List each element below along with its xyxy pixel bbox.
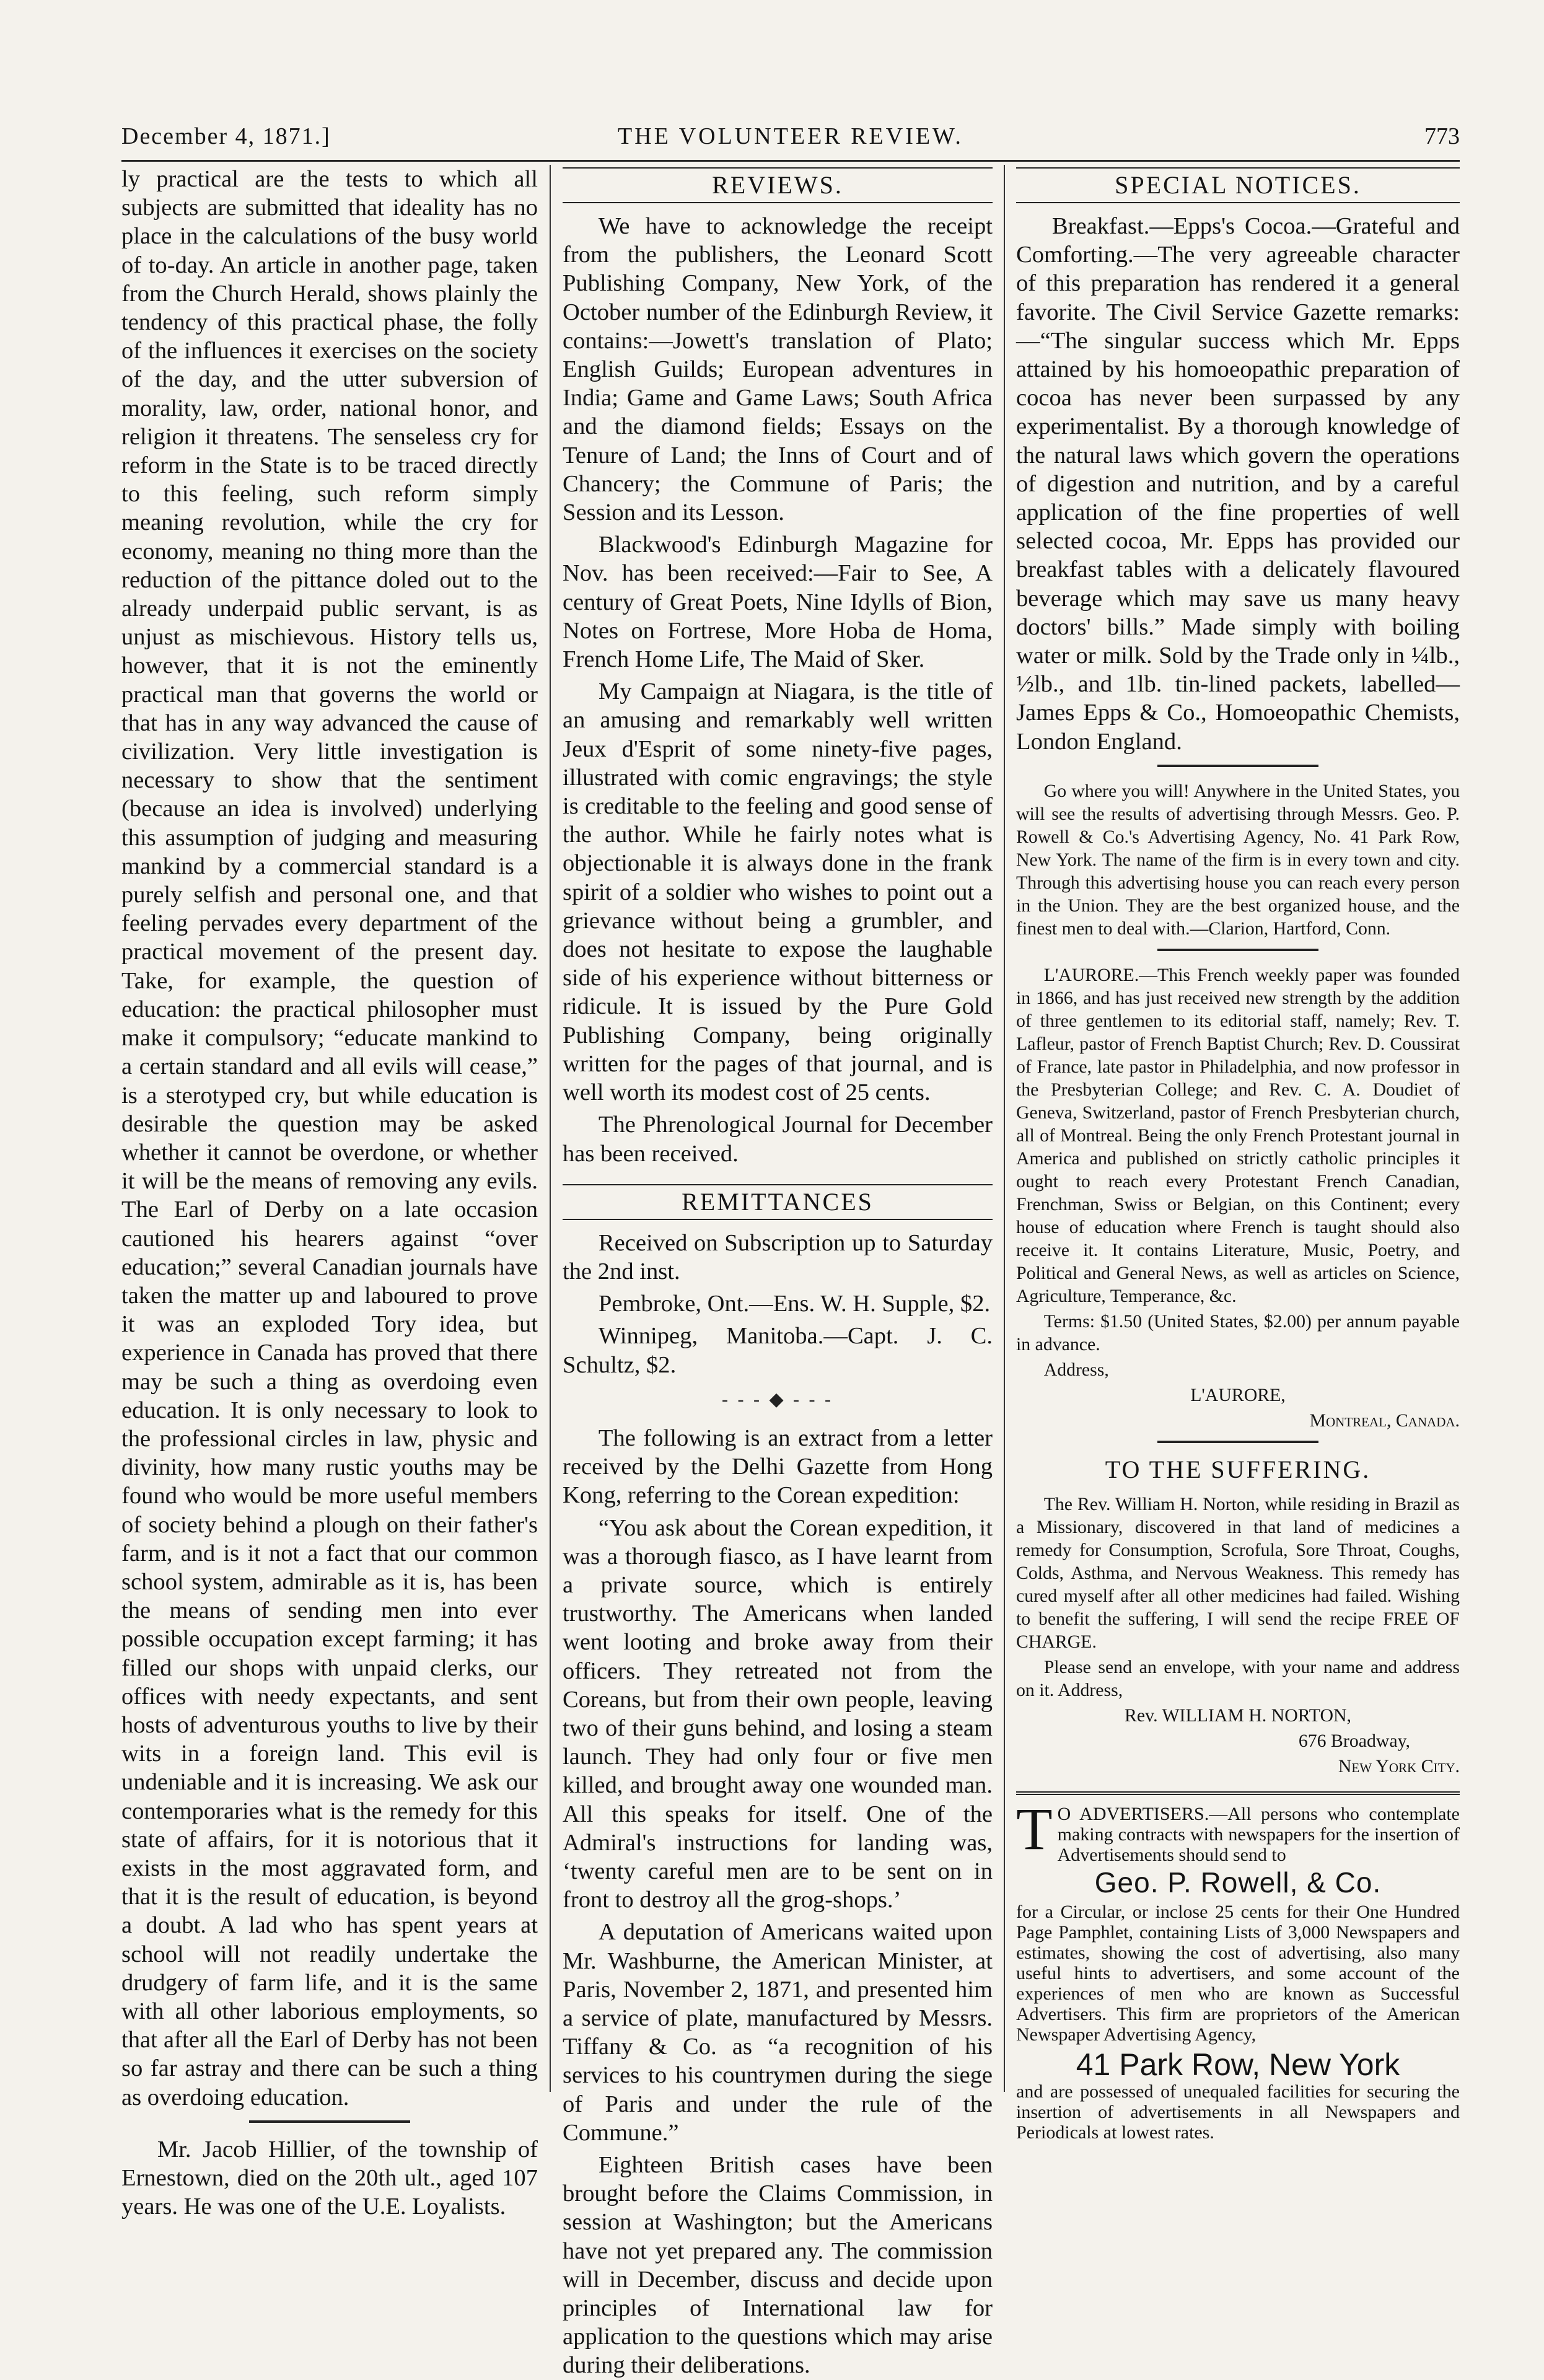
issue-date: December 4, 1871.] xyxy=(121,123,331,149)
header-rule xyxy=(121,160,1460,162)
column-rule-1 xyxy=(550,165,551,2092)
rowell-firm-name: Geo. P. Rowell, & Co. xyxy=(1094,1866,1382,1899)
page-number: 773 xyxy=(1424,123,1460,149)
suffering-address-line: Please send an envelope, with your name and address on it. Address, xyxy=(1016,1656,1460,1700)
remittances-heading: REMITTANCES xyxy=(563,1184,993,1220)
section-divider xyxy=(249,2120,410,2123)
remittance-item: Winnipeg, Manitoba.—Capt. J. C. Schultz, $2. xyxy=(563,1323,993,1378)
rowell-advertisement xyxy=(1016,1795,1460,2143)
corean-intro: The following is an extract from a letter received by the Delhi Gazette from Hong Kong, referring to the Corean expedition: xyxy=(563,1425,993,1509)
aurore-address-label: Address, xyxy=(1043,1359,1109,1380)
obituary-notice: Mr. Jacob Hillier, of the township of Ernestown, died on the 20th ult., aged 107 years. He was one of the U.E. Loyalists. xyxy=(121,2136,538,2220)
section-divider xyxy=(1157,949,1318,951)
advertisers-intro: O ADVERTISERS.—All persons who contemplate making contracts with newspapers for the insertion of Advertisements should send to xyxy=(1057,1803,1460,1865)
rowell-address: 41 Park Row, New York xyxy=(1076,2047,1400,2082)
running-head xyxy=(121,119,1460,156)
special-notices-heading: SPECIAL NOTICES. xyxy=(1016,167,1460,203)
dash-divider: - - - ◆ - - - xyxy=(721,1389,833,1410)
corean-quote: “You ask about the Corean expedition, it was a thorough fiasco, as I have learnt from a private source, which is entirely trustworthy. The Americans when landed went looting and broke away from their officers. They retreated not from the Coreans, but from their own people, leaving two of their guns behind, and losing a steam launch. They had only four or five men killed, and brought away one wounded man. All this speaks for itself. One of the Admiral's instructions for landing was, ‘twenty careful men are to be sent on in front to destroy all the grog-shops.’ xyxy=(563,1514,993,1913)
column-editorial xyxy=(121,165,538,2220)
section-divider xyxy=(1157,1441,1318,1443)
remittances-intro: Received on Subscription up to Saturday the 2nd inst. xyxy=(563,1229,993,1284)
epps-cocoa-notice: Breakfast.—Epps's Cocoa.—Grateful and Comforting.—The very agreeable character of this preparation has rendered it a general favorite. The Civil Service Gazette remarks:—“The singular success which Mr. Epps attained by his homoeopathic preparation of cocoa has never been surpassed by any experimentalist. By a thorough knowledge of the natural laws which govern the operations of digestion and nutrition, and by a careful application of the fine properties of well selected cocoa, Mr. Epps has provided our breakfast tables with a delicately flavoured beverage which may save us many heavy doctors' bills.” Made simply with boiling water or milk. Sold by the Trade only in ¼lb., ½lb., and 1lb. tin-lined packets, labelled—James Epps & Co., Homoeopathic Chemists, London England. xyxy=(1016,213,1460,755)
review-edinburgh: We have to acknowledge the receipt from the publishers, the Leonard Scott Publishing Company, New York, of the October number of the Edinburgh Review, it contains:—Jowett's translation of Plato; English Guilds; European adventures in India; Game and Game Laws; South Africa and the diamond fields; Essays on the Tenure of Land; the Inns of Court and of Chancery; the Commune of Paris; the Session and its Lesson. xyxy=(563,213,993,526)
reviews-heading: REVIEWS. xyxy=(563,167,993,203)
norton-city: New York City. xyxy=(1338,1755,1460,1776)
review-phrenological: The Phrenological Journal for December has been received. xyxy=(563,1112,993,1167)
review-niagara: My Campaign at Niagara, is the title of an amusing and remarkably well written Jeux d'Esprit of some ninety-five pages, illustrated with comic engravings; the style is creditable to the feeling and good sense of the author. While he fairly notes what is objectionable it is always done in the frank spirit of a soldier who wishes to point out a grievance without being a grumbler, and does not hesitate to expose the laughable side of his experience without bitterness or ridicule. It is issued by the Pure Gold Publishing Company, being originally written for the pages of that journal, and is well worth its modest cost of 25 cents. xyxy=(563,678,993,1106)
section-divider xyxy=(1157,765,1318,767)
aurore-notice: L'AURORE.—This French weekly paper was founded in 1866, and has just received new strength by the addition of three gentlemen to its editorial staff, namely; Rev. T. Lafleur, pastor of French Baptist Church; Rev. D. Coussirat of France, late pastor in Philadelphia, and now professor in the Presbyterian College; and Rev. C. A. Doudiet of Geneva, Switzerland, pastor of French Presbyterian church, all of Montreal. Being the only French Protestant journal in America and published on strictly catholic principles it ought to reach every Protestant French Canadian, Frenchman, Swiss or Belgian, on this Continent; every house of education where French is taught should also receive it. It contains Literature, Music, Poetry, and Political and General News, as well as articles on Science, Agriculture, Temperance, &c. xyxy=(1016,964,1460,1306)
suffering-body: The Rev. William H. Norton, while residing in Brazil as a Missionary, discovered in that land of medicines a remedy for Consumption, Scrofula, Sore Throat, Coughs, Colds, Asthma, and Nervous Weakness. This remedy has cured myself after all other medicines had failed. Wishing to benefit the suffering, I will send the recipe FREE OF CHARGE. xyxy=(1016,1493,1460,1652)
column-reviews xyxy=(563,165,993,2379)
dropcap-letter: T xyxy=(1016,1795,1053,1862)
aurore-city: Montreal, Canada. xyxy=(1309,1410,1460,1431)
norton-name: Rev. WILLIAM H. NORTON, xyxy=(1125,1705,1351,1726)
norton-street: 676 Broadway, xyxy=(1298,1730,1410,1751)
washburne-item: A deputation of Americans waited upon Mr. Washburne, the American Minister, at Paris, November 2, 1871, and presented him a service of plate, manufactured by Messrs. Tiffany & Co. as “a recognition of his services to his countrymen during the siege of Paris and under the rule of the Commune.” xyxy=(563,1919,993,2146)
column-notices xyxy=(1016,165,1460,2143)
remittance-item: Pembroke, Ont.—Ens. W. H. Supple, $2. xyxy=(598,1291,991,1317)
aurore-name: L'AURORE, xyxy=(1190,1384,1286,1405)
rowell-body: for a Circular, or inclose 25 cents for their One Hundred Page Pamphlet, containing Lists of 3,000 Newspapers and estimates, showing the cost of advertising, also many useful hints to advertisers, and some account of the experiences of men who are known as Successful Advertisers. This firm are proprietors of the American Newspaper Advertising Agency, xyxy=(1016,1901,1460,2045)
column-rule-2 xyxy=(1004,165,1005,2092)
suffering-heading: TO THE SUFFERING. xyxy=(1105,1455,1371,1483)
newspaper-title: THE VOLUNTEER REVIEW. xyxy=(618,123,963,149)
review-blackwood: Blackwood's Edinburgh Magazine for Nov. has been received:—Fair to See, A century of Great Poets, Nine Idylls of Bion, Notes on Fortrese, More Hoba de Homa, French Home Life, The Maid of Sker. xyxy=(563,532,993,673)
rowell-tail: and are possessed of unequaled facilities for securing the insertion of advertisements in all Newspapers and Periodicals at lowest rates. xyxy=(1016,2081,1460,2143)
small-notices xyxy=(1016,779,1460,1432)
editorial-paragraph: ly practical are the tests to which all subjects are submitted that ideality has no place in the calculations of the busy world of to-day. An article in another page, taken from the Church Herald, shows plainly the tendency of this practical phase, the folly of the influences it exercises on the society of the day, and the utter subversion of morality, law, order, national honor, and religion it threatens. The senseless cry for reform in the State is to be traced directly to this feeling, such reform simply meaning revolution, while the cry for economy, meaning no thing more than the reduction of the pittance doled out to the already underpaid public servant, is as unjust as mischievous. History tells us, however, that it is not the eminently practical man that governs the world or that has in any way advanced the cause of civilization. Very little investigation is necessary to show that the sentiment (because an idea is involved) underlying this assumption of judging and measuring mankind by a commercial standard is a purely selfish and personal one, and that feeling pervades every department of the practical movement of the present day. Take, for example, the question of education: the practical philosopher must make it compulsory; “educate mankind to a certain standard and all evils will cease,” is a sterotyped cry, but while education is desirable the question may be asked whether it cannot be overdone, or whether it will be the means of removing any evils. The Earl of Derby on a late occasion cautioned his hearers against “over education;” several Canadian journals have taken the matter up and laboured to prove it was an exploded Tory idea, but experience in Canada has proved that there may be such a thing as overdoing even education. It is only necessary to look to the professional circles in law, physic and divinity, how many rustic youths may be found who would be more useful members of society behind a plough on their father's farm, and is it not a fact that our common school system, admirable as it is, has been the means of sending men into ever possible occupation except farming; it has filled our shops with unpaid clerks, our offices with needy expectants, and sent hosts of adventurous youths to live by their wits in a foreign land. This evil is undeniable and it is increasing. We ask our contemporaries what is the remedy for this state of affairs, for it is notorious that it exists in the most aggravated form, and that it is the result of education, is beyond a doubt. A lad who has spent years at school will not readily undertake the drudgery of farm life, and it is the same with all other laborious employments, so that after all the Earl of Derby has not been so far astray and there can be such a thing as overdoing education. xyxy=(121,166,538,2110)
suffering-ad xyxy=(1016,1493,1460,1778)
claims-item: Eighteen British cases have been brought before the Claims Commission, in session at Washington; but the Americans have not yet prepared any. The commission will in December, discuss and decide upon principles of International law for application to the questions which may arise during their deliberations. xyxy=(563,2152,993,2379)
aurore-terms: Terms: $1.50 (United States, $2.00) per annum payable in advance. xyxy=(1016,1311,1460,1355)
advert-divider xyxy=(1016,1791,1460,1795)
rowell-agency-notice: Go where you will! Anywhere in the United States, you will see the results of advertising through Messrs. Geo. P. Rowell & Co.'s Advertising Agency, No. 41 Park Row, New York. The name of the firm is in every town and city. Through this advertising house you can reach every person in the Union. They are the best organized house, and the finest men to deal with.—Clarion, Hartford, Conn. xyxy=(1016,780,1460,939)
